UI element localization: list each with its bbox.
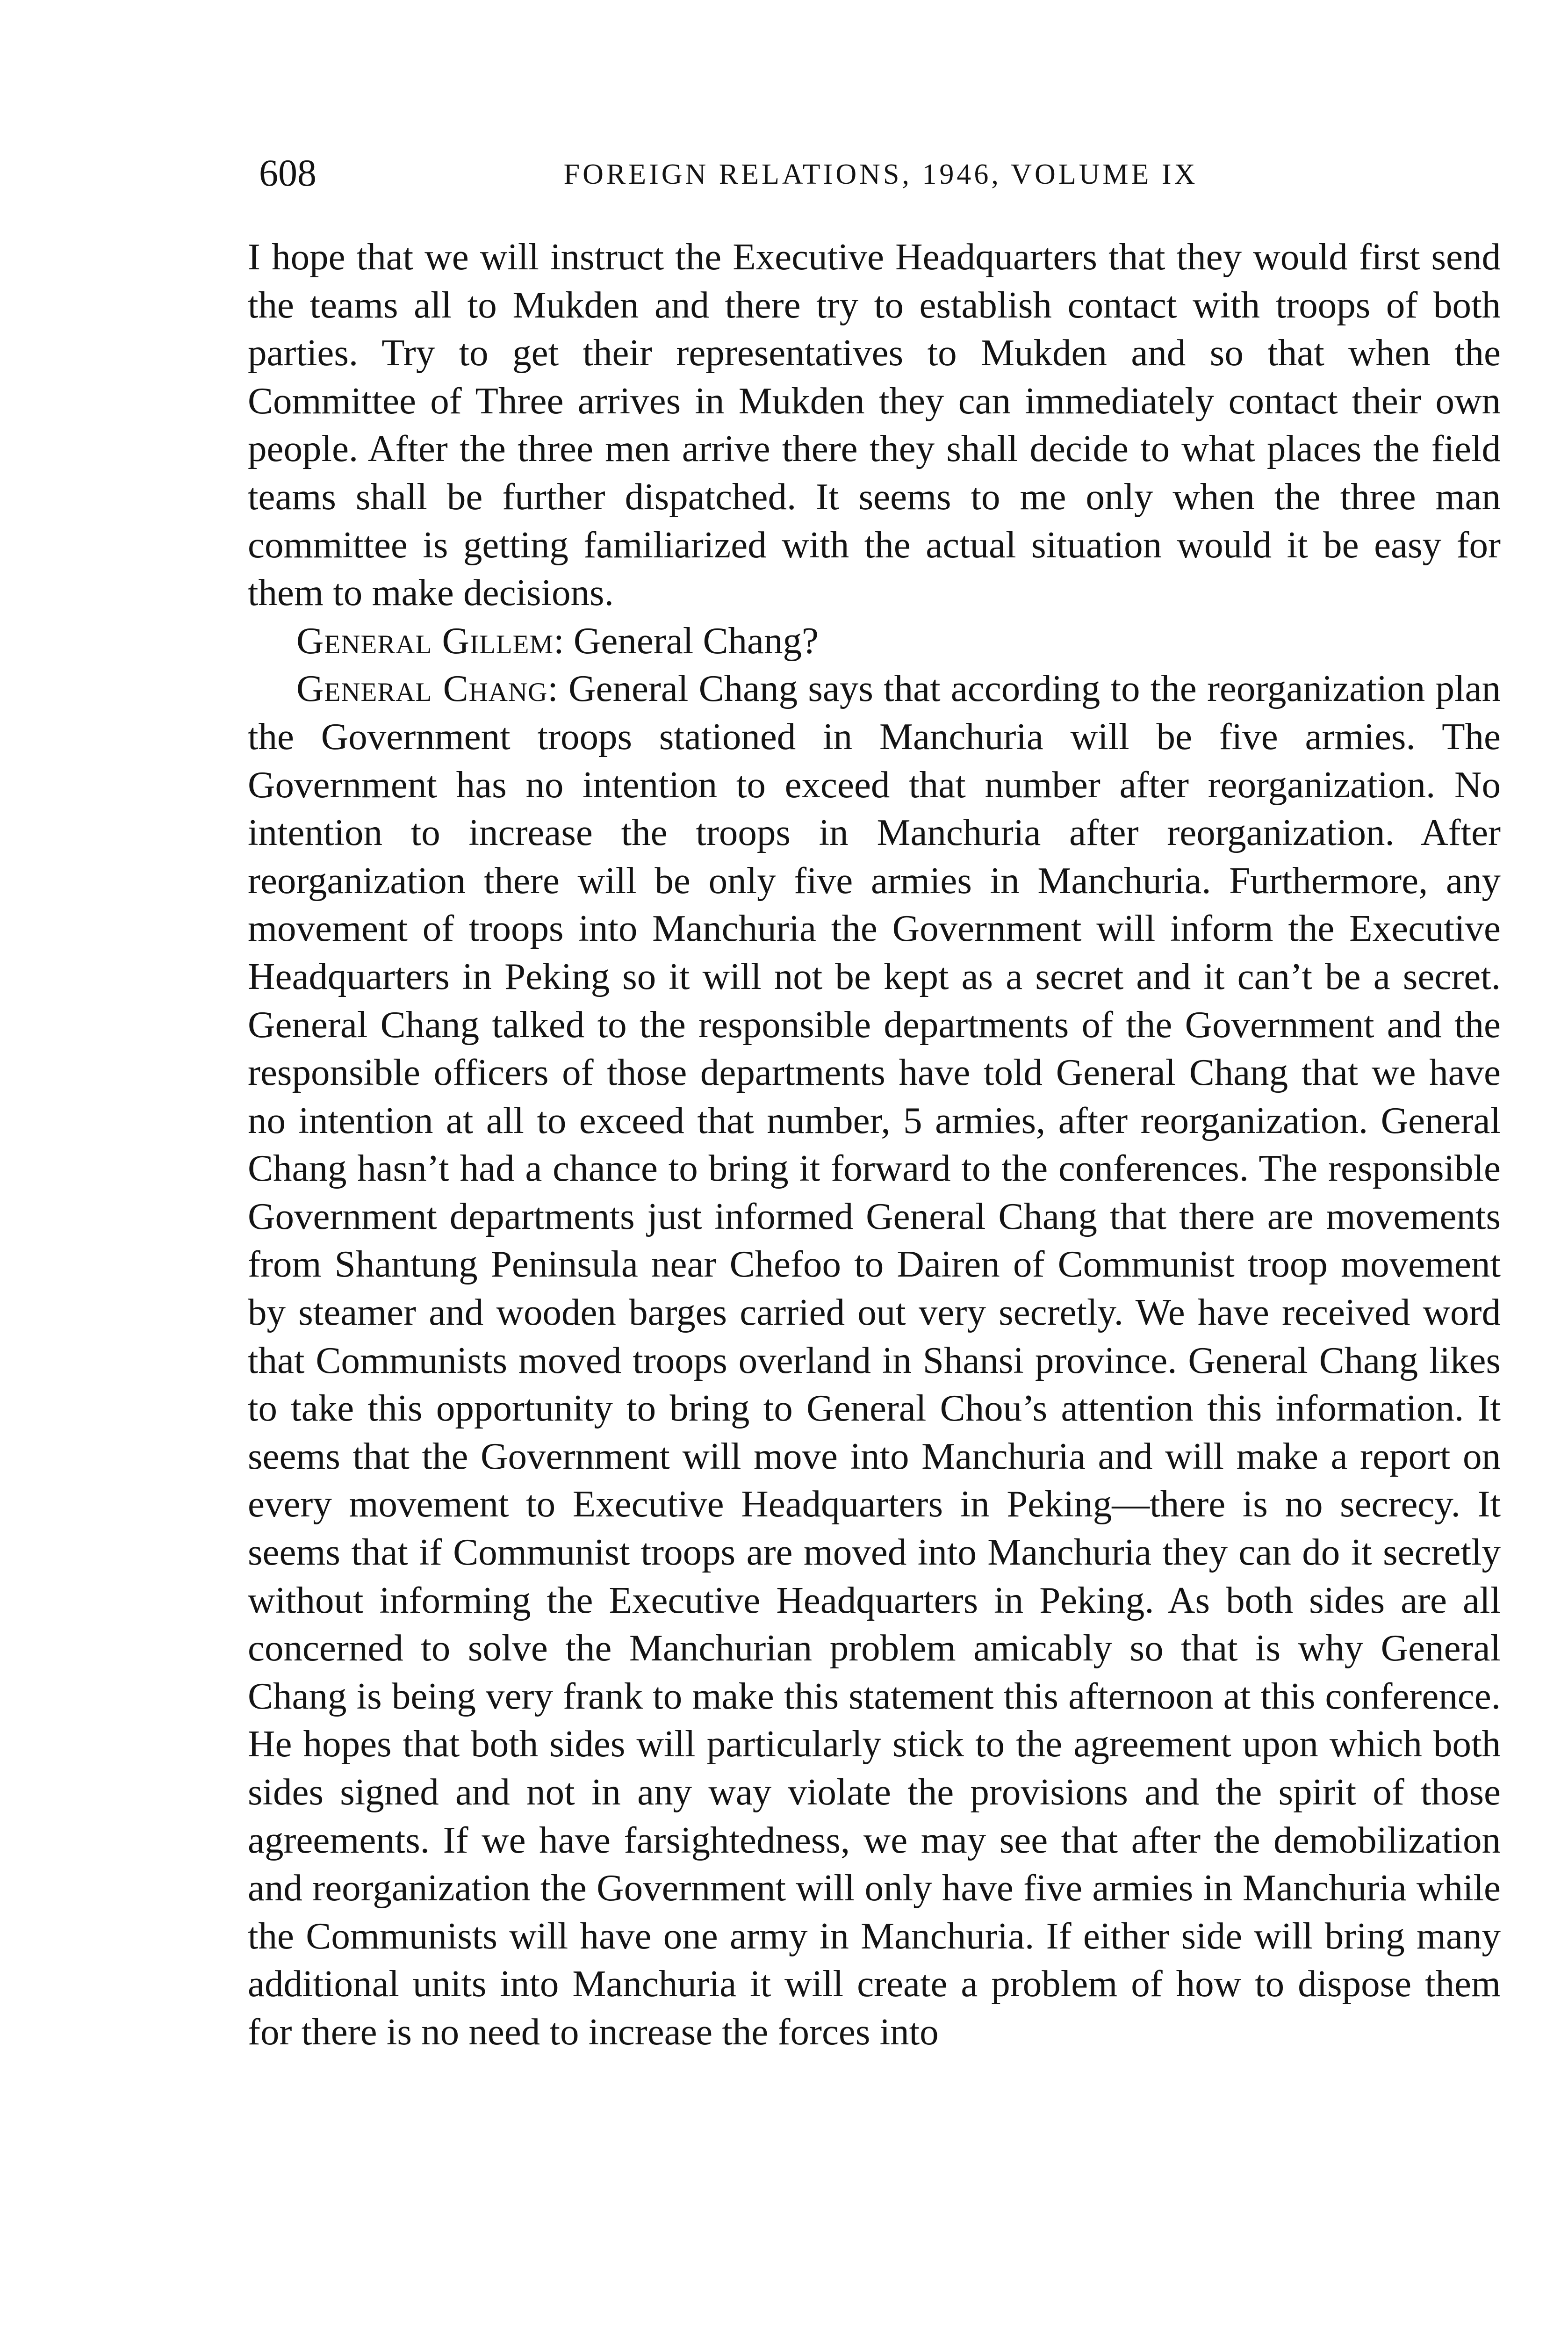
paragraph-1: I hope that we will instruct the Executive Headquarters that they would first send the teams all to Mukden and there try to establish contact with troops of both parties. Try to get their representatives to Mukden and so that when the Committee of Three arrives in Mukden they can immediately contact their own people. After the three men arrive there they shall decide to what places the field teams shall be further dispatched. It seems to me only when the three man committee is getting familiarized with the actual situation would it be easy for them to make decisions. bbox=[248, 236, 1501, 614]
page-header bbox=[259, 150, 1503, 201]
paragraph-3 bbox=[248, 664, 1501, 2056]
speaker-name: General Gillem bbox=[296, 619, 554, 662]
paragraph-2 bbox=[248, 617, 1501, 665]
speaker-name: General Chang bbox=[296, 667, 548, 710]
body-text bbox=[248, 233, 1501, 2056]
paragraph-text: : General Chang says that according to the reorganization plan the Government troops stationed in Manchuria will be five armies. The Government has no intention to exceed that number after reorganization. No intention to increase the troops in Manchuria after reorganization. After reorganization there will be only five armies in Manchuria. Furthermore, any movement of troops into Manchuria the Government will inform the Executive Headquarters in Peking so it will not be kept as a secret and it can’t be a secret. General Chang talked to the responsible departments of the Government and the responsible officers of those departments have told General Chang that we have no intention at all to exceed that number, 5 armies, after reorganization. General Chang hasn’t had a chance to bring it forward to the conferences. The responsible Government departments just informed General Chang that there are movements from Shantung Peninsula near Chefoo to Dairen of Communist troop movement by steamer and wooden barges carried out very secretly. We have received word that Communists moved troops overland in Shansi province. General Chang likes to take this opportunity to bring to General Chou’s attention this information. It seems that the Government will move into Manchuria and will make a report on every movement to Executive Headquarters in Peking—there is no secrecy. It seems that if Communist troops are moved into Manchuria they can do it secretly without informing the Executive Headquarters in Peking. As both sides are all concerned to solve the Manchurian problem amicably so that is why General Chang is being very frank to make this statement this afternoon at this conference. He hopes that both sides will particularly stick to the agreement upon which both sides signed and not in any way violate the provisions and the spirit of those agreements. If we have farsightedness, we may see that after the demobilization and reorganization the Government will only have five armies in Manchuria while the Communists will have one army in Manchuria. If either side will bring many additional units into Manchuria it will create a problem of how to dispose them for there is no need to increase the forces into bbox=[248, 667, 1501, 2053]
page-number: 608 bbox=[259, 152, 316, 194]
running-head: FOREIGN RELATIONS, 1946, VOLUME IX bbox=[563, 159, 1198, 190]
paragraph-text: : General Chang? bbox=[554, 619, 819, 662]
